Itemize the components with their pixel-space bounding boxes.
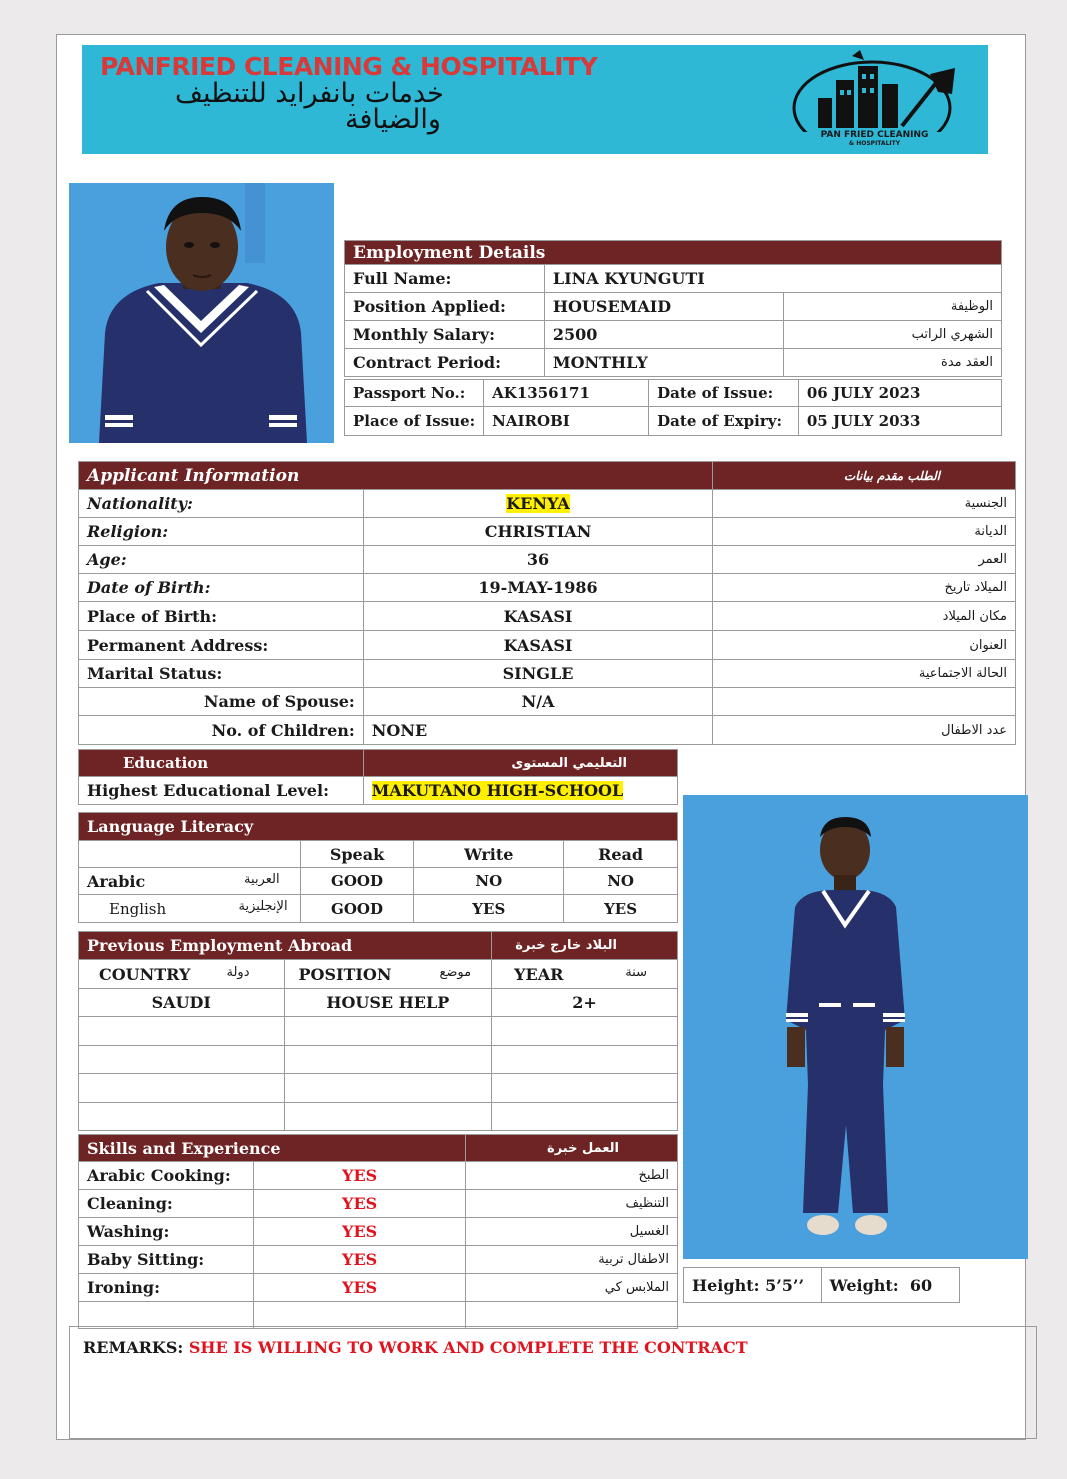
employment-title: Employment Details: [345, 241, 1002, 265]
full-body-photo: [683, 795, 1028, 1259]
employment-details-table: [344, 240, 1002, 377]
applicant-title: Applicant Information: [79, 462, 713, 490]
height-weight-table: [683, 1267, 960, 1303]
company-name-ar-line1: خدمات بانفرايد للتنظيف: [175, 78, 444, 109]
empty-cell: [492, 1046, 678, 1074]
skills-title-ar: العمل خبرة: [466, 1135, 678, 1162]
arabic-language: Arabic العربية: [79, 868, 301, 895]
empty-cell: [79, 1103, 285, 1131]
write-header: Write: [414, 841, 564, 868]
skill-babysitting-value: YES: [253, 1246, 465, 1274]
empty-cell: [492, 1074, 678, 1103]
dob-value: 19-MAY-1986: [363, 574, 712, 602]
address-label: Permanent Address:: [79, 631, 364, 660]
spouse-label: Name of Spouse:: [79, 688, 364, 716]
empty-cell: [79, 1302, 254, 1329]
arabic-read: NO: [564, 868, 678, 895]
english-read: YES: [564, 895, 678, 923]
issue-place-label: Place of Issue:: [345, 407, 484, 436]
language-title: Language Literacy: [79, 813, 678, 841]
dob-label-ar: الميلاد تاريخ: [713, 574, 1016, 602]
skill-washing-value: YES: [253, 1218, 465, 1246]
address-label-ar: العنوان: [713, 631, 1016, 660]
empty-cell: [284, 1103, 492, 1131]
salary-value: 2500: [544, 321, 784, 349]
salary-label-ar: الشهري الراتب: [784, 321, 1002, 349]
skill-cleaning-ar: التنظيف: [466, 1190, 678, 1218]
issue-date-value: 06 JULY 2023: [798, 380, 1001, 407]
country-header: COUNTRY دولة: [79, 960, 285, 989]
skill-babysitting-ar: الاطفال تربية: [466, 1246, 678, 1274]
birthplace-label: Place of Birth:: [79, 602, 364, 631]
empty-cell: [79, 1074, 285, 1103]
arabic-speak: GOOD: [300, 868, 414, 895]
nationality-label-ar: الجنسية: [713, 490, 1016, 518]
remarks-text: SHE IS WILLING TO WORK AND COMPLETE THE CONTRACT: [188, 1338, 748, 1357]
skill-cooking-label: Arabic Cooking:: [79, 1162, 254, 1190]
marital-label: Marital Status:: [79, 660, 364, 688]
position-label: Position Applied:: [345, 293, 545, 321]
position-label-ar: الوظيفة: [784, 293, 1002, 321]
contract-value: MONTHLY: [544, 349, 784, 377]
position-value: HOUSEMAID: [544, 293, 784, 321]
empty-cell: [466, 1302, 678, 1329]
skill-cooking-value: YES: [253, 1162, 465, 1190]
education-level-value: MAKUTANO HIGH-SCHOOL: [363, 777, 677, 805]
language-table: [78, 812, 678, 923]
expiry-label: Date of Expiry:: [649, 407, 799, 436]
previous-position: HOUSE HELP: [284, 989, 492, 1017]
remarks-label: REMARKS:: [83, 1338, 184, 1357]
skill-babysitting-label: Baby Sitting:: [79, 1246, 254, 1274]
contract-label-ar: العقد مدة: [784, 349, 1002, 377]
read-header: Read: [564, 841, 678, 868]
company-name-en: PANFRIED CLEANING & HOSPITALITY: [100, 52, 598, 81]
position-header: POSITION موضع: [284, 960, 492, 989]
nationality-label: Nationality:: [79, 490, 364, 518]
passport-table: [344, 379, 1002, 436]
logo-caption: PAN FRIED CLEANING & HOSPITALITY: [820, 130, 929, 147]
skill-cooking-ar: الطبخ: [466, 1162, 678, 1190]
previous-country: SAUDI: [79, 989, 285, 1017]
birthplace-value: KASASI: [363, 602, 712, 631]
height-cell: Height: 5’5’’: [684, 1268, 822, 1303]
empty-cell: [253, 1302, 465, 1329]
address-value: KASASI: [363, 631, 712, 660]
skill-washing-label: Washing:: [79, 1218, 254, 1246]
age-label-ar: العمر: [713, 546, 1016, 574]
empty-cell: [79, 1046, 285, 1074]
company-name-ar-line2: والضيافة: [345, 104, 441, 135]
empty-cell: [284, 1046, 492, 1074]
salary-label: Monthly Salary:: [345, 321, 545, 349]
education-table: [78, 749, 678, 805]
religion-label-ar: الديانة: [713, 518, 1016, 546]
dob-label: Date of Birth:: [79, 574, 364, 602]
skills-table: [78, 1134, 678, 1329]
year-header: YEAR سنة: [492, 960, 678, 989]
previous-title-ar: البلاد خارج خبرة: [492, 932, 678, 960]
speak-header: Speak: [300, 841, 414, 868]
previous-employment-table: [78, 931, 678, 1131]
arabic-write: NO: [414, 868, 564, 895]
skill-cleaning-value: YES: [253, 1190, 465, 1218]
spouse-label-ar: [713, 688, 1016, 716]
skill-washing-ar: الغسيل: [466, 1218, 678, 1246]
skills-title: Skills and Experience: [79, 1135, 466, 1162]
empty-cell: [284, 1074, 492, 1103]
previous-title: Previous Employment Abroad: [79, 932, 492, 960]
education-title-ar: التعليمي المستوى: [363, 750, 677, 777]
remarks-box: [69, 1326, 1037, 1439]
skill-cleaning-label: Cleaning:: [79, 1190, 254, 1218]
portrait-photo: [69, 183, 334, 443]
contract-label: Contract Period:: [345, 349, 545, 377]
passport-value: AK1356171: [484, 380, 649, 407]
expiry-value: 05 JULY 2033: [798, 407, 1001, 436]
full-name-label: Full Name:: [345, 265, 545, 293]
marital-label-ar: الحالة الاجتماعية: [713, 660, 1016, 688]
issue-date-label: Date of Issue:: [649, 380, 799, 407]
religion-label: Religion:: [79, 518, 364, 546]
english-language: English الإنجليزية: [79, 895, 301, 923]
nationality-value: KENYA: [363, 490, 712, 518]
education-title: Education: [79, 750, 364, 777]
children-label-ar: عدد الاطفال: [713, 716, 1016, 745]
education-level-label: Highest Educational Level:: [79, 777, 364, 805]
age-label: Age:: [79, 546, 364, 574]
applicant-title-ar: الطلب مقدم بيانات: [713, 462, 1016, 490]
empty-cell: [79, 1017, 285, 1046]
english-speak: GOOD: [300, 895, 414, 923]
empty-cell: [284, 1017, 492, 1046]
language-blank-header: [79, 841, 301, 868]
children-value: NONE: [363, 716, 712, 745]
age-value: 36: [363, 546, 712, 574]
empty-cell: [492, 1103, 678, 1131]
skill-ironing-value: YES: [253, 1274, 465, 1302]
company-logo-icon: [790, 48, 965, 132]
applicant-info-table: [78, 461, 1016, 745]
spouse-value: N/A: [363, 688, 712, 716]
english-write: YES: [414, 895, 564, 923]
passport-label: Passport No.:: [345, 380, 484, 407]
weight-cell: Weight: 60: [821, 1268, 959, 1303]
skill-ironing-ar: الملابس كي: [466, 1274, 678, 1302]
marital-value: SINGLE: [363, 660, 712, 688]
empty-cell: [492, 1017, 678, 1046]
full-name-value: LINA KYUNGUTI: [544, 265, 1001, 293]
previous-year: 2+: [492, 989, 678, 1017]
birthplace-label-ar: مكان الميلاد: [713, 602, 1016, 631]
skill-ironing-label: Ironing:: [79, 1274, 254, 1302]
issue-place-value: NAIROBI: [484, 407, 649, 436]
children-label: No. of Children:: [79, 716, 364, 745]
religion-value: CHRISTIAN: [363, 518, 712, 546]
